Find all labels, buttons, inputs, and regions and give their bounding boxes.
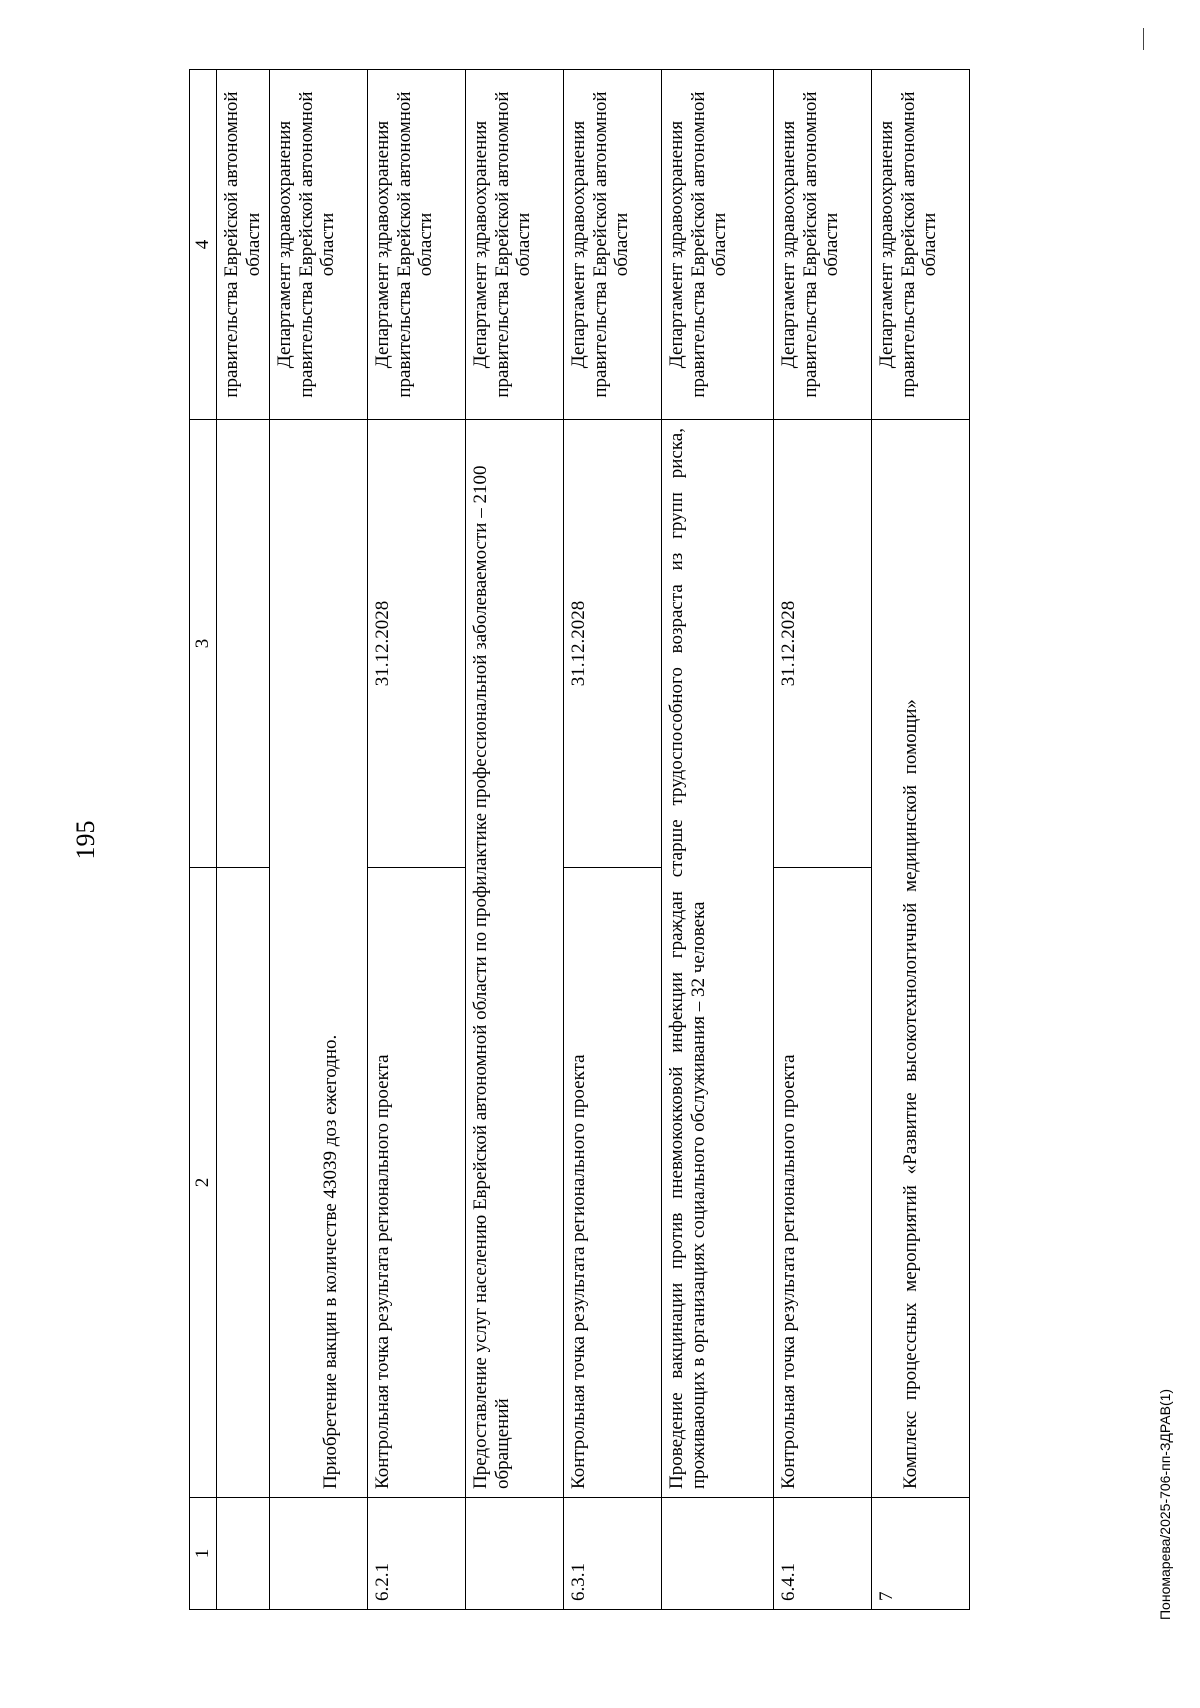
row-text: Контрольная точка результата регионального проекта	[367, 868, 465, 1498]
edge-mark	[1143, 28, 1144, 50]
table-row	[367, 70, 465, 1610]
page-number: 195	[71, 820, 100, 860]
row-responsible: Департамент здравоохранения правительства Еврейской автономной области	[563, 70, 661, 420]
table-row	[269, 70, 367, 1610]
row-text: Контрольная точка результата регионального проекта	[773, 868, 871, 1498]
row-number	[217, 1498, 270, 1610]
table-row	[563, 70, 661, 1610]
row-responsible: правительства Еврейской автономной области	[217, 70, 270, 420]
row-date: 31.12.2028	[367, 420, 465, 868]
row-responsible: Департамент здравоохранения правительства Еврейской автономной области	[871, 70, 969, 420]
row-date: 31.12.2028	[563, 420, 661, 868]
rotated-content	[71, 70, 1069, 1610]
table-row	[661, 70, 773, 1610]
row-responsible: Департамент здравоохранения правительства Еврейской автономной области	[773, 70, 871, 420]
row-number: 6.4.1	[773, 1498, 871, 1610]
row-number: 7	[871, 1498, 969, 1610]
table-header-row	[190, 70, 217, 1610]
row-number: 6.3.1	[563, 1498, 661, 1610]
row-number	[661, 1498, 773, 1610]
row-number: 6.2.1	[367, 1498, 465, 1610]
row-text: Комплекс процессных мероприятий «Развитие высокотехнологичной медицинской помощи»	[871, 420, 969, 1498]
table-row	[217, 70, 270, 1610]
row-date	[217, 420, 270, 868]
header-cell-4: 4	[190, 70, 217, 420]
row-number	[269, 1498, 367, 1610]
row-responsible: Департамент здравоохранения правительства Еврейской автономной области	[661, 70, 773, 420]
table-row	[465, 70, 563, 1610]
row-number	[465, 1498, 563, 1610]
schedule-table	[189, 69, 970, 1610]
row-responsible: Департамент здравоохранения правительства Еврейской автономной области	[367, 70, 465, 420]
header-cell-1: 1	[190, 1498, 217, 1610]
row-text: Приобретение вакцин в количестве 43039 доз ежегодно.	[269, 420, 367, 1498]
table-row	[773, 70, 871, 1610]
row-text: Предоставление услуг населению Еврейской автономной области по профилактике профессиональной заболеваемости – 2100 обращений	[465, 420, 563, 1498]
row-text: Проведение вакцинации против пневмококковой инфекции граждан старше трудоспособного возраста из групп риска, проживающих в организациях социального обслуживания – 32 человека	[661, 420, 773, 1498]
header-cell-2: 2	[190, 868, 217, 1498]
footer-document-code: Пономарева/2025-706-пп-ЗДРАВ(1)	[1157, 1388, 1173, 1620]
row-date: 31.12.2028	[773, 420, 871, 868]
row-responsible: Департамент здравоохранения правительства Еврейской автономной области	[269, 70, 367, 420]
row-responsible: Департамент здравоохранения правительства Еврейской автономной области	[465, 70, 563, 420]
row-text	[217, 868, 270, 1498]
header-cell-3: 3	[190, 420, 217, 868]
table-row	[871, 70, 969, 1610]
row-text: Контрольная точка результата регионального проекта	[563, 868, 661, 1498]
